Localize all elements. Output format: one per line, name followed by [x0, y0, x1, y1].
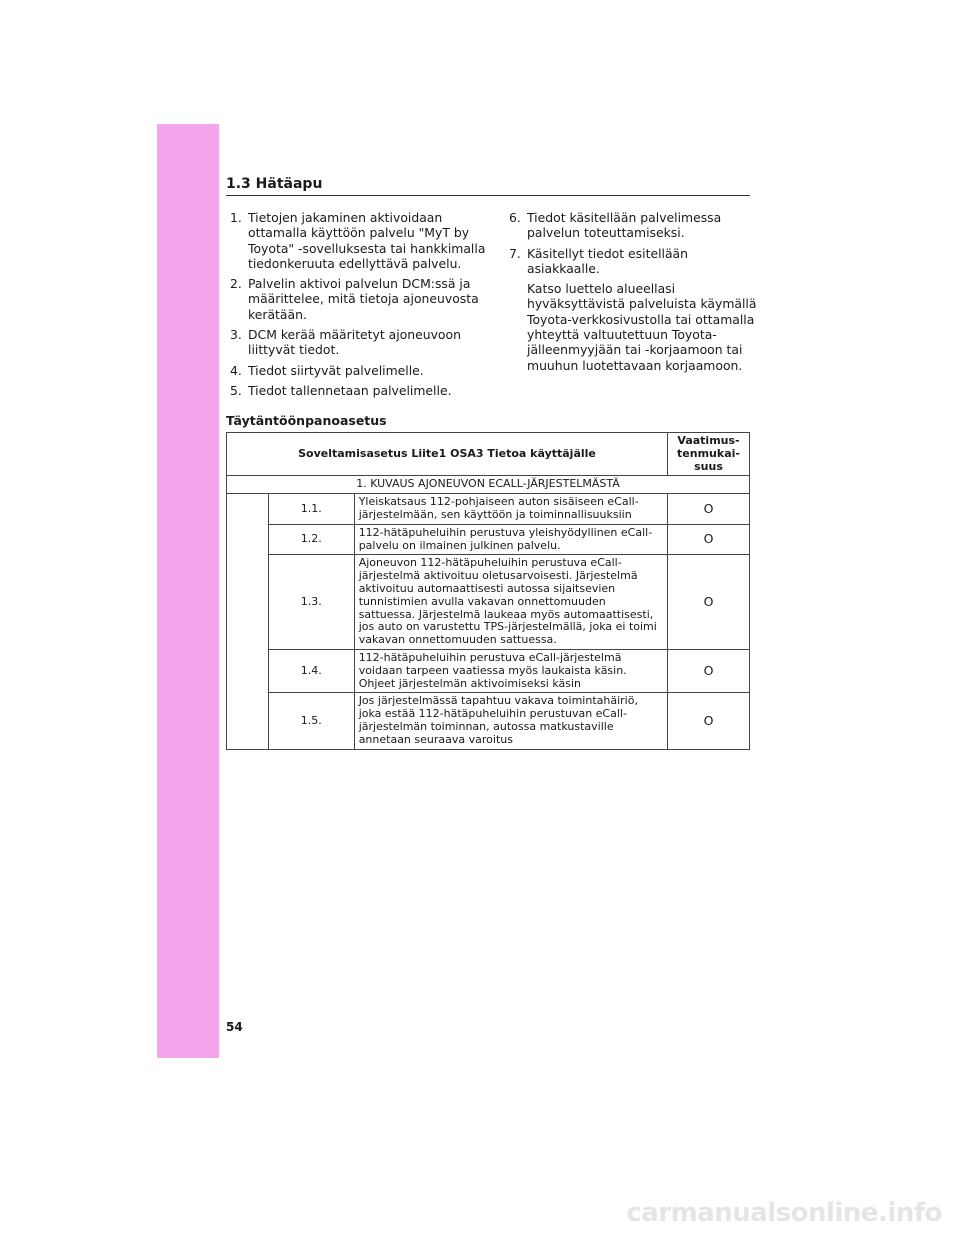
list-item-number: 7.: [509, 245, 521, 261]
list-item-number: 3.: [230, 327, 242, 343]
list-item-number: 4.: [230, 362, 242, 378]
left-column: [230, 210, 492, 403]
regulation-table: [226, 432, 750, 750]
list-item-text: Palvelin aktivoi palvelun DCM:ssä ja määrittelee, mitä tietoja ajoneuvosta kerätään.: [248, 276, 479, 322]
table-row: [227, 494, 750, 525]
table-header-requirement: Vaatimus-tenmukai-suus: [668, 433, 750, 476]
table-cell-requirement: O: [668, 555, 750, 650]
table-row: [227, 555, 750, 650]
list-item-text: Tiedot tallennetaan palvelimelle.: [248, 382, 452, 398]
note-paragraph: Katso luettelo alueellasi hyväksyttävistä palveluista käymällä Toyota-verkkosivustolla tai ottamalla yhteyttä valtuutettuun Toyota-jälleenmyyjään tai -korjaamoon tai muuhun luotettavaan korjaamoon.: [527, 281, 757, 373]
table-group-row: [227, 476, 750, 494]
table-cell-number: 1.2.: [268, 524, 354, 555]
table-indent-cell: [227, 494, 269, 749]
section-header: 1.3 Hätäapu: [226, 176, 750, 196]
list-item-text: Tietojen jakaminen aktivoidaan ottamalla käyttöön palvelu "MyT by Toyota" -sovelluksesta tai hankkimalla tiedonkeruuta edellyttävä palvelu.: [248, 210, 486, 271]
table-cell-requirement: O: [668, 649, 750, 692]
table-row: [227, 649, 750, 692]
table-cell-text: 112-hätäpuheluihin perustuva eCall-järjestelmä voidaan tarpeen vaatiessa myös laukaista käsin. Ohjeet järjestelmän aktivoimiseksi käsin: [354, 649, 667, 692]
chapter-tab: [157, 124, 219, 1058]
list-item-number: 5.: [230, 382, 242, 398]
right-column: [509, 210, 757, 373]
table-cell-text: Jos järjestelmässä tapahtuu vakava toimintahäiriö, joka estää 112-hätäpuheluihin perustuvan eCall-järjestelmän toiminnan, autossa matkustaville annetaan seuraava varoitus: [354, 693, 667, 749]
list-item: [230, 363, 492, 378]
list-item-text: Käsitellyt tiedot esitellään asiakkaalle.: [527, 245, 688, 276]
list-item: [509, 210, 757, 241]
page-number: 54: [226, 1020, 243, 1034]
list-item: [230, 210, 492, 271]
list-item: [230, 327, 492, 358]
table-header-row: [227, 433, 750, 476]
table-cell-number: 1.4.: [268, 649, 354, 692]
table-cell-text: Yleiskatsaus 112-pohjaiseen auton sisäiseen eCall-järjestelmään, sen käyttöön ja toiminnallisuuksiin: [354, 494, 667, 525]
list-item: [230, 276, 492, 322]
watermark: carmanualsonline.info: [626, 1198, 942, 1228]
table-cell-text: 112-hätäpuheluihin perustuva yleishyödyllinen eCall-palvelu on ilmainen julkinen palvelu.: [354, 524, 667, 555]
table-cell-requirement: O: [668, 524, 750, 555]
list-item-text: Tiedot käsitellään palvelimessa palvelun toteuttamiseksi.: [527, 210, 722, 241]
table-cell-requirement: O: [668, 693, 750, 749]
list-item-number: 6.: [509, 210, 521, 225]
table-header-main: Soveltamisasetus Liite1 OSA3 Tietoa käyttäjälle: [227, 433, 668, 476]
table-row: [227, 524, 750, 555]
table-cell-requirement: O: [668, 494, 750, 525]
list-item-text: DCM kerää määritetyt ajoneuvoon liittyvät tiedot.: [248, 327, 461, 358]
table-heading: Täytäntöönpanoasetus: [226, 413, 387, 428]
table-cell-number: 1.5.: [268, 693, 354, 749]
table-cell-number: 1.3.: [268, 555, 354, 650]
table-row: [227, 693, 750, 749]
table-group-title: 1. KUVAUS AJONEUVON ECALL-JÄRJESTELMÄSTÄ: [227, 476, 750, 494]
list-item-number: 2.: [230, 276, 242, 292]
table-cell-text: Ajoneuvon 112-hätäpuheluihin perustuva eCall-järjestelmä aktivoituu oletusarvoisesti. Järjestelmä aktivoituu automaattisesti autossa sijaitsevien tunnistimien avulla vakavan onnettomuuden sattuessa. Järjestelmä laukeaa myös automaattisesti, jos auto on varustettu TPS-järjestelmällä, joka ei toimi vakavan onnettomuuden sattuessa.: [354, 555, 667, 650]
list-item: [230, 383, 492, 398]
list-item: [509, 246, 757, 277]
list-item-text: Tiedot siirtyvät palvelimelle.: [248, 362, 424, 378]
list-item-number: 1.: [230, 210, 242, 225]
table-cell-number: 1.1.: [268, 494, 354, 525]
